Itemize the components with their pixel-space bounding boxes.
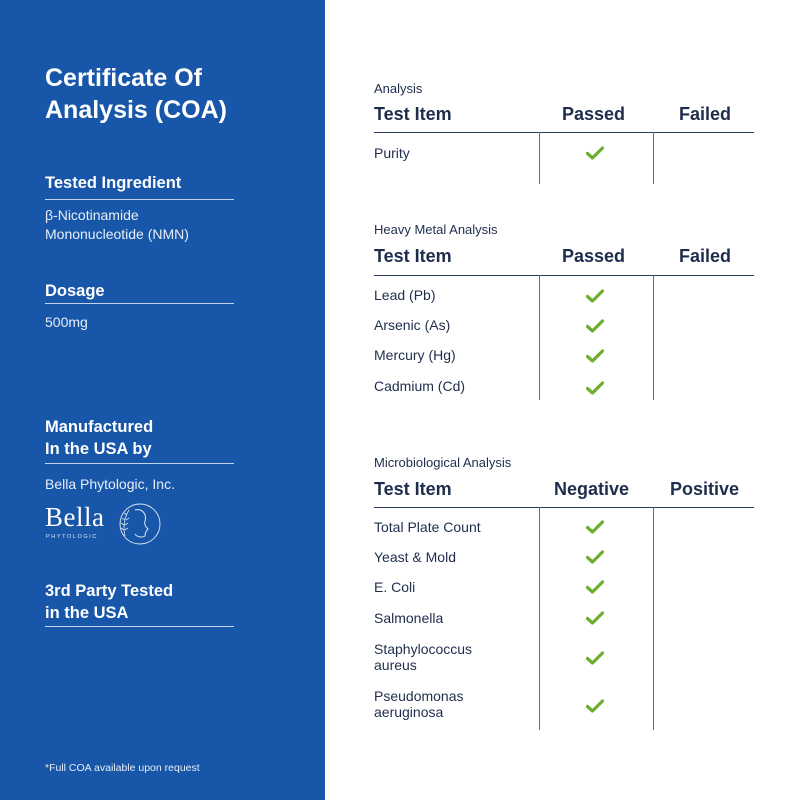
heavy-metal-caption: Heavy Metal Analysis [374, 222, 498, 237]
header-test-item: Test Item [374, 246, 452, 266]
title-line-2: Analysis (COA) [45, 96, 227, 124]
table-row-label [374, 688, 464, 720]
logo-subtitle: PHYTOLOGIC [46, 534, 98, 540]
manufactured-line-2: In the USA by [45, 440, 152, 458]
brand-logo [45, 500, 163, 548]
row-label-line-2: aeruginosa [374, 704, 444, 720]
table-row-label [374, 641, 472, 673]
header-passed: Passed [562, 104, 626, 124]
leaf-profile-icon [115, 500, 161, 548]
column-divider [653, 132, 654, 184]
header-failed: Failed [679, 104, 732, 124]
dosage-label: Dosage [45, 282, 105, 300]
logo-wordmark: Bella [45, 502, 105, 532]
divider [45, 626, 234, 627]
table-row-label: Purity [374, 145, 410, 161]
check-icon [586, 520, 604, 534]
info-panel [0, 0, 325, 800]
header-test-item: Test Item [374, 479, 452, 499]
check-icon [586, 349, 604, 363]
header-divider [374, 507, 754, 508]
row-label-line-1: Staphylococcus [374, 641, 473, 657]
table-row-label: Yeast & Mold [374, 549, 456, 565]
header-negative: Negative [554, 479, 630, 499]
dosage-value: 500mg [45, 314, 88, 330]
manufactured-line-1: Manufactured [45, 418, 154, 436]
check-icon [586, 651, 604, 665]
table-row-label: Arsenic (As) [374, 317, 451, 333]
header-divider [374, 275, 754, 276]
check-icon [586, 381, 604, 395]
table-row-label: Mercury (Hg) [374, 347, 456, 363]
third-party-label [45, 580, 173, 624]
column-divider [539, 132, 540, 184]
microbiological-header-row [374, 479, 754, 507]
column-divider [653, 275, 654, 400]
analysis-header-row [374, 104, 754, 132]
table-row-label: E. Coli [374, 579, 416, 595]
check-icon [586, 289, 604, 303]
row-label-line-1: Pseudomonas [374, 688, 464, 704]
check-icon [586, 550, 604, 564]
table-row-label: Total Plate Count [374, 519, 481, 535]
table-row-label: Salmonella [374, 610, 444, 626]
header-failed: Failed [679, 246, 732, 266]
microbiological-caption: Microbiological Analysis [374, 455, 512, 470]
column-divider [539, 275, 540, 400]
header-positive: Positive [670, 479, 740, 499]
check-icon [586, 319, 604, 333]
third-party-line-2: in the USA [45, 604, 129, 622]
check-icon [586, 580, 604, 594]
check-icon [586, 699, 604, 713]
check-icon [586, 146, 604, 160]
table-row-label: Cadmium (Cd) [374, 378, 466, 394]
footnote: *Full COA available upon request [45, 762, 200, 774]
table-row-label: Lead (Pb) [374, 287, 436, 303]
ingredient-line-1: β-Nicotinamide [45, 207, 139, 223]
heavy-metal-header-row [374, 246, 754, 274]
manufactured-label [45, 416, 153, 460]
page-title [45, 62, 285, 126]
column-divider [539, 507, 540, 730]
column-divider [653, 507, 654, 730]
ingredient-value [45, 206, 189, 244]
divider [45, 199, 234, 200]
third-party-line-1: 3rd Party Tested [45, 582, 174, 600]
row-label-line-2: aureus [374, 657, 417, 673]
analysis-caption: Analysis [374, 81, 423, 96]
title-line-1: Certificate Of [45, 64, 202, 92]
header-passed: Passed [562, 246, 626, 266]
tested-ingredient-label: Tested Ingredient [45, 174, 182, 192]
check-icon [586, 611, 604, 625]
header-divider [374, 132, 754, 133]
manufacturer-name: Bella Phytologic, Inc. [45, 476, 175, 492]
divider [45, 463, 234, 464]
header-test-item: Test Item [374, 104, 452, 124]
ingredient-line-2: Mononucleotide (NMN) [45, 226, 189, 242]
divider [45, 303, 234, 304]
